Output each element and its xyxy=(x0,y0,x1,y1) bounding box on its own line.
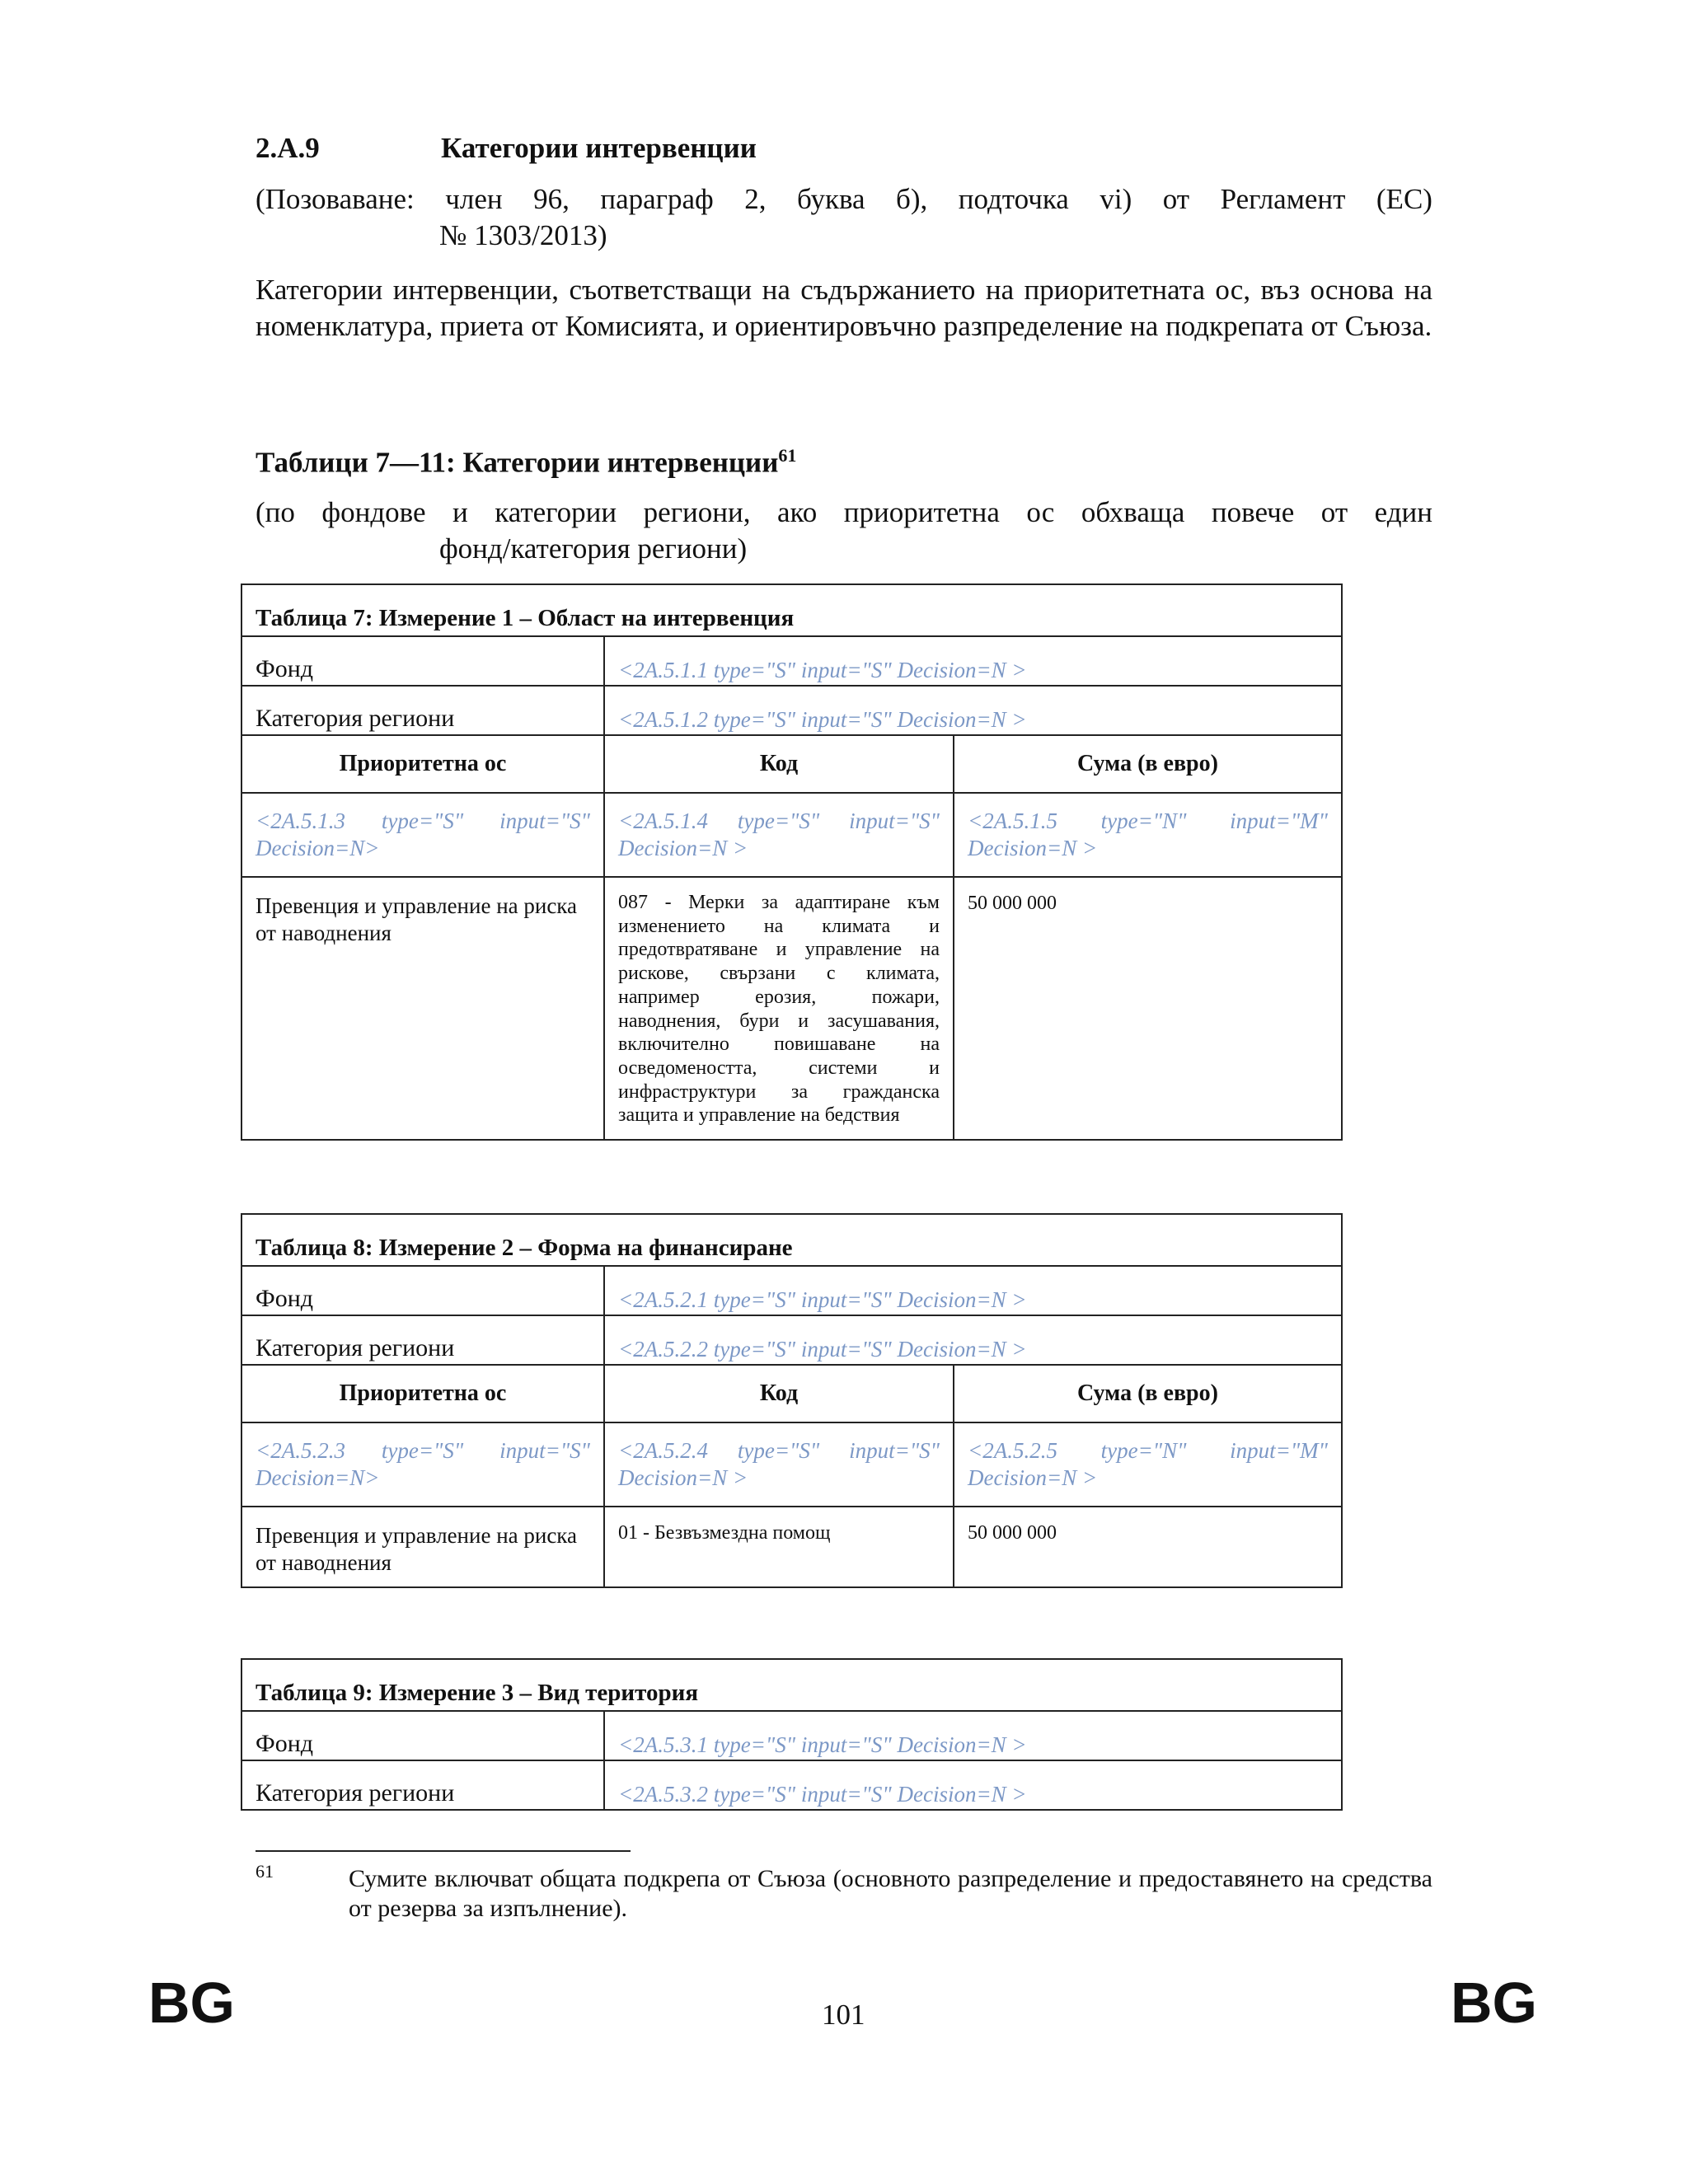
footnote-ref[interactable]: 61 xyxy=(778,445,797,466)
ph-token: <2A.5.2.4 xyxy=(618,1438,708,1463)
note-word: (по xyxy=(256,496,295,528)
fund-placeholder: <2A.5.2.1 type="S" input="S" Decision=N > xyxy=(604,1266,1342,1315)
column-header-row xyxy=(241,735,1342,793)
ph-token: <2A.5.1.4 xyxy=(618,808,708,833)
note-word: обхваща xyxy=(1081,496,1185,528)
row-code: 087 - Мерки за адаптиране към изменението на климата и предотвратяване и управление на рискове, свързани с климата, например ерозия, пожари, наводнения, бури и засушавания, включително повишаване на осведомеността, системи и инфраструктури за гражданска защита и управление на бедствия xyxy=(604,877,954,1140)
note-word: повече xyxy=(1211,496,1295,528)
ref-word: параграф xyxy=(600,183,714,215)
row-priority-axis: Превенция и управление на риска от наводнения xyxy=(241,877,604,1140)
fund-label: Фонд xyxy=(241,636,604,686)
region-category-placeholder: <2A.5.1.2 type="S" input="S" Decision=N > xyxy=(604,686,1342,735)
ph-token: type="S" xyxy=(381,1438,464,1463)
language-code-left: BG xyxy=(148,1971,235,2035)
ph-token: Decision=N > xyxy=(968,836,1098,860)
row-amount: 50 000 000 xyxy=(954,877,1342,1140)
ref-word: 2, xyxy=(744,183,767,215)
table-title: Таблица 8: Измерение 2 – Форма на финансиране xyxy=(241,1214,1342,1266)
ph-token: type="S" xyxy=(737,808,820,833)
tables-heading xyxy=(256,445,796,480)
ph-token: Decision=N > xyxy=(968,1465,1098,1490)
table-row xyxy=(241,1507,1342,1587)
language-code-right: BG xyxy=(1451,1971,1537,2035)
tables-note xyxy=(256,494,1432,567)
region-row xyxy=(241,686,1342,735)
tables-heading-title: Таблици 7—11: Категории интервенции xyxy=(256,446,779,479)
region-category-label: Категория региони xyxy=(241,686,604,735)
row-priority-axis: Превенция и управление на риска от наводнения xyxy=(241,1507,604,1587)
tables-note-line-1 xyxy=(256,494,1432,531)
code-placeholder xyxy=(604,793,954,877)
ref-word: (Позоваване: xyxy=(256,183,415,215)
fund-row xyxy=(241,636,1342,686)
ref-word: Регламент xyxy=(1220,183,1346,215)
fund-placeholder: <2A.5.1.1 type="S" input="S" Decision=N > xyxy=(604,636,1342,686)
ph-token: input="M" xyxy=(1230,1438,1329,1463)
ph-token: Decision=N > xyxy=(618,1465,748,1490)
priority-axis-placeholder xyxy=(241,793,604,877)
ph-token: type="N" xyxy=(1100,1438,1187,1463)
page-number: 101 xyxy=(822,1999,865,2031)
region-category-placeholder: <2A.5.2.2 type="S" input="S" Decision=N > xyxy=(604,1315,1342,1365)
footnote-text: Сумите включват общата подкрепа от Съюза (основното разпределение и предоставянето на средства от резерва за изпълнение). xyxy=(349,1865,1432,1922)
ref-word: (ЕС) xyxy=(1376,183,1432,215)
code-placeholder xyxy=(604,1422,954,1507)
col-header-code: Код xyxy=(604,1365,954,1422)
table-title-row xyxy=(241,1214,1342,1266)
reference-line-2: № 1303/2013) xyxy=(439,219,607,251)
section-heading xyxy=(256,132,757,165)
ph-token: <2A.5.2.3 xyxy=(256,1438,345,1463)
ref-word: от xyxy=(1162,183,1190,215)
ph-token: type="N" xyxy=(1100,808,1187,833)
amount-placeholder xyxy=(954,793,1342,877)
col-header-code: Код xyxy=(604,735,954,793)
region-category-label: Категория региони xyxy=(241,1760,604,1810)
note-word: ос xyxy=(1026,496,1055,528)
ph-token: type="S" xyxy=(381,808,464,833)
ref-word: 96, xyxy=(533,183,570,215)
table-title-row xyxy=(241,1659,1342,1711)
fund-label: Фонд xyxy=(241,1711,604,1760)
note-word: фондове xyxy=(321,496,426,528)
intro-paragraph: Категории интервенции, съответстващи на съдържанието на приоритетната ос, въз основа на номенклатура, приета от Комисията, и ориентировъчно разпределение на подкрепата от Съюза. xyxy=(256,274,1432,342)
table-title-row xyxy=(241,584,1342,636)
placeholder-row xyxy=(241,1422,1342,1507)
ref-word: б), xyxy=(896,183,928,215)
ph-token: input="M" xyxy=(1230,808,1329,833)
section-number: 2.A.9 xyxy=(256,132,320,164)
table-title: Таблица 9: Измерение 3 – Вид територия xyxy=(241,1659,1342,1711)
ph-token: <2A.5.2.5 xyxy=(968,1438,1057,1463)
fund-placeholder: <2A.5.3.1 type="S" input="S" Decision=N > xyxy=(604,1711,1342,1760)
amount-placeholder xyxy=(954,1422,1342,1507)
col-header-priority-axis: Приоритетна ос xyxy=(241,1365,604,1422)
col-header-priority-axis: Приоритетна ос xyxy=(241,735,604,793)
note-word: приоритетна xyxy=(843,496,1000,528)
footnote-number: 61 xyxy=(256,1861,274,1882)
ref-word: vi) xyxy=(1100,183,1132,215)
fund-row xyxy=(241,1266,1342,1315)
note-word: ако xyxy=(777,496,818,528)
ref-word: член xyxy=(445,183,503,215)
note-word: един xyxy=(1374,496,1432,528)
ph-token: input="S" xyxy=(499,1438,590,1463)
row-code: 01 - Безвъзмездна помощ xyxy=(604,1507,954,1587)
note-word: региони, xyxy=(643,496,751,528)
priority-axis-placeholder xyxy=(241,1422,604,1507)
ph-token: <2A.5.1.5 xyxy=(968,808,1057,833)
section-reference xyxy=(256,181,1432,254)
note-word: категории xyxy=(495,496,617,528)
section-title: Категории интервенции xyxy=(441,132,757,164)
table-7 xyxy=(241,583,1343,1141)
row-amount: 50 000 000 xyxy=(954,1507,1342,1587)
fund-row xyxy=(241,1711,1342,1760)
tables-note-line-2: фонд/категория региони) xyxy=(439,532,748,565)
ph-token: input="S" xyxy=(499,808,590,833)
reference-line-1 xyxy=(256,181,1432,218)
ph-token: Decision=N> xyxy=(256,1465,380,1490)
ph-token: type="S" xyxy=(737,1438,820,1463)
ph-token: input="S" xyxy=(849,808,940,833)
table-row xyxy=(241,877,1342,1140)
col-header-amount: Сума (в евро) xyxy=(954,735,1342,793)
region-category-placeholder: <2A.5.3.2 type="S" input="S" Decision=N > xyxy=(604,1760,1342,1810)
table-9 xyxy=(241,1658,1343,1811)
fund-label: Фонд xyxy=(241,1266,604,1315)
table-8 xyxy=(241,1213,1343,1588)
ref-word: подточка xyxy=(958,183,1069,215)
note-word: от xyxy=(1320,496,1348,528)
ph-token: <2A.5.1.3 xyxy=(256,808,345,833)
table-title: Таблица 7: Измерение 1 – Област на интервенция xyxy=(241,584,1342,636)
ph-token: Decision=N> xyxy=(256,836,380,860)
ph-token: input="S" xyxy=(849,1438,940,1463)
placeholder-row xyxy=(241,793,1342,877)
ph-token: Decision=N > xyxy=(618,836,748,860)
ref-word: буква xyxy=(796,183,865,215)
col-header-amount: Сума (в евро) xyxy=(954,1365,1342,1422)
region-row xyxy=(241,1315,1342,1365)
column-header-row xyxy=(241,1365,1342,1422)
region-category-label: Категория региони xyxy=(241,1315,604,1365)
note-word: и xyxy=(452,496,468,528)
region-row xyxy=(241,1760,1342,1810)
footnote-divider xyxy=(256,1850,631,1852)
